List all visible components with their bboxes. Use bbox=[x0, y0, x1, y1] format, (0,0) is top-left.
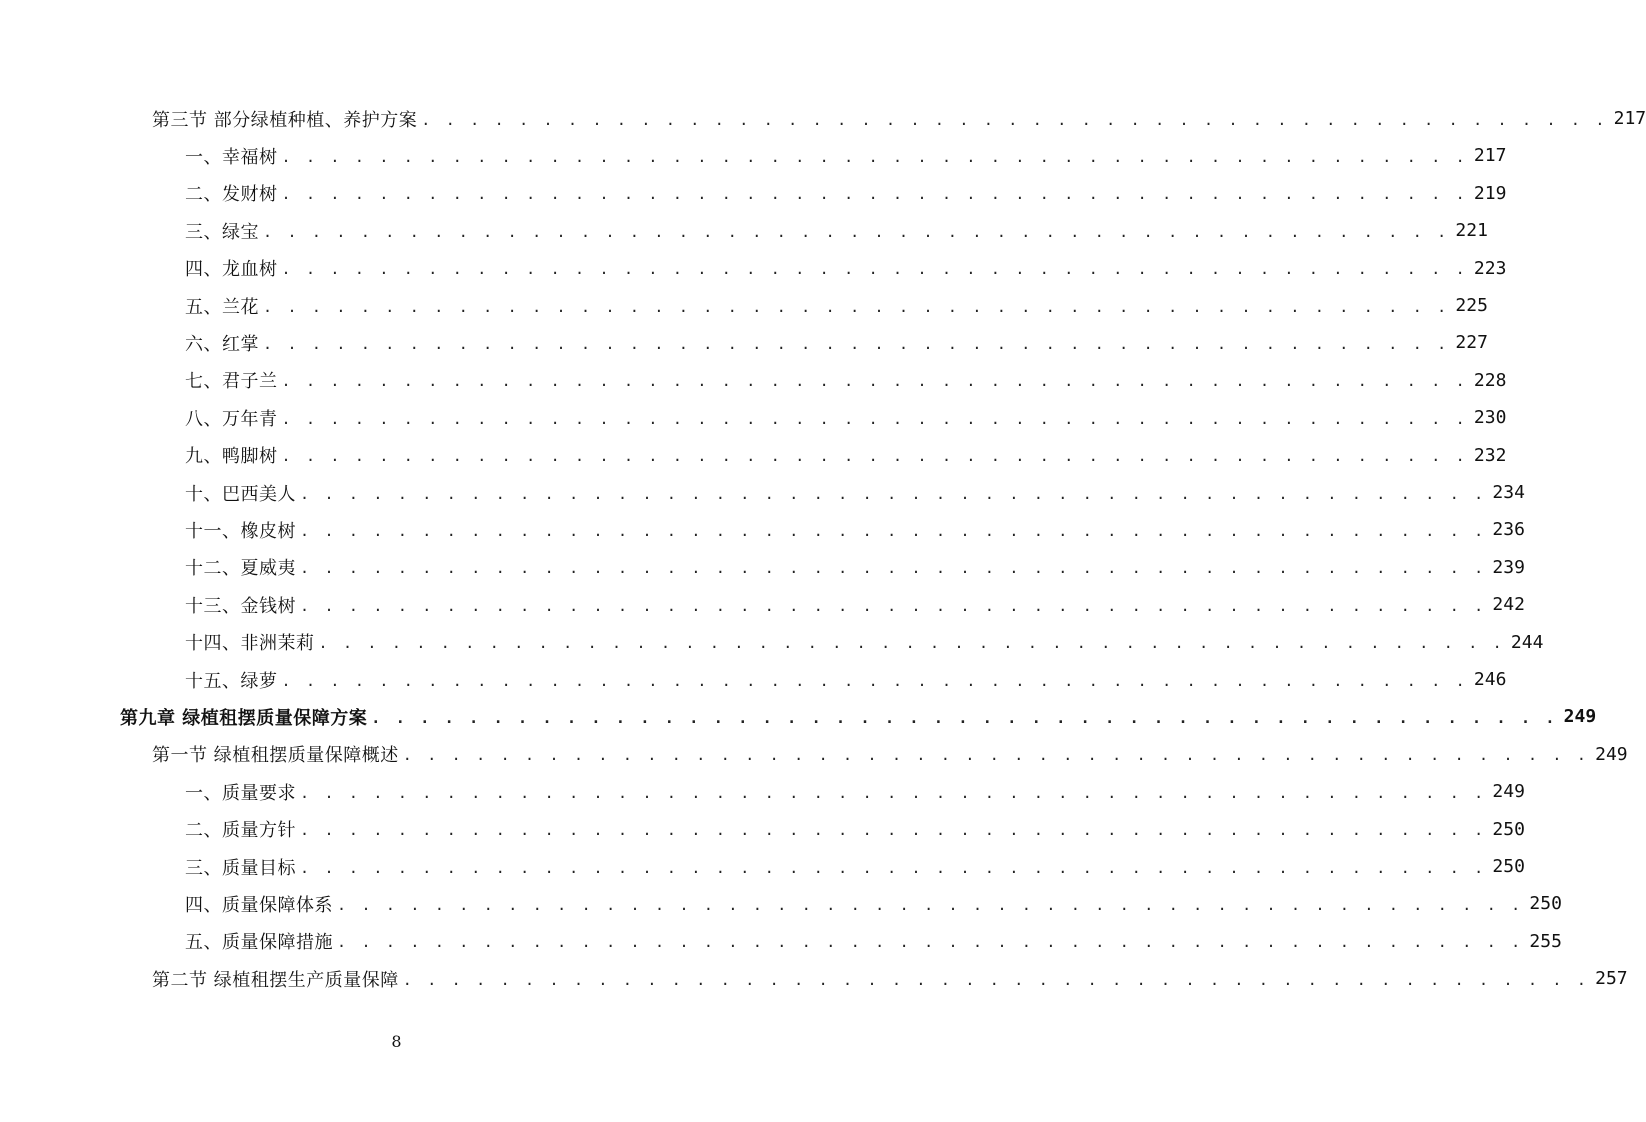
toc-entry bbox=[120, 698, 1597, 735]
toc-entry bbox=[185, 923, 1562, 960]
toc-entry bbox=[152, 100, 1646, 137]
toc-leader-dots: . . . . . . . . . . . . . . . . . . . . . . . . . . . . . . . . . . . . . . . . . . . . . . . . . bbox=[281, 372, 1468, 391]
toc-leader-dots: . . . . . . . . . . . . . . . . . . . . . . . . . . . . . . . . . . . . . . . . . . . . . . . . . bbox=[263, 222, 1450, 241]
toc-leader-dots: . . . . . . . . . . . . . . . . . . . . . . . . . . . . . . . . . . . . . . . . . . . . . . . . . bbox=[300, 821, 1487, 840]
toc-entry-label: 三、绿宝 bbox=[185, 221, 259, 243]
toc-entry-label: 七、君子兰 bbox=[185, 371, 278, 393]
toc-entry-label: 十一、橡皮树 bbox=[185, 520, 296, 542]
toc-entry-label: 十、巴西美人 bbox=[185, 483, 296, 505]
toc-leader-dots: . . . . . . . . . . . . . . . . . . . . . . . . . . . . . . . . . . . . . . . . . . . . . . . . . bbox=[337, 895, 1524, 914]
toc-entry bbox=[185, 811, 1525, 848]
toc-entry bbox=[185, 399, 1507, 436]
toc-entry-page: 242 bbox=[1492, 594, 1525, 616]
toc-entry-page: 217 bbox=[1613, 108, 1646, 129]
toc-entry-page: 228 bbox=[1473, 369, 1507, 391]
toc-entry bbox=[152, 736, 1628, 773]
toc-leader-dots: . . . . . . . . . . . . . . . . . . . . . . . . . . . . . . . . . . . . . . . . . . . . . . . . . bbox=[300, 858, 1487, 877]
toc-entry bbox=[185, 586, 1525, 623]
toc-entry-label: 第三节 部分绿植种植、养护方案 bbox=[152, 109, 418, 131]
toc-leader-dots: . . . . . . . . . . . . . . . . . . . . . . . . . . . . . . . . . . . . . . . . . . . . . . . . . bbox=[402, 746, 1590, 765]
toc-entry-page: 236 bbox=[1492, 519, 1525, 541]
toc-leader-dots: . . . . . . . . . . . . . . . . . . . . . . . . . . . . . . . . . . . . . . . . . . . . . . . . . bbox=[263, 297, 1450, 316]
toc-entry bbox=[185, 661, 1507, 698]
toc-entry-page: 225 bbox=[1455, 295, 1488, 316]
toc-entry-page: 221 bbox=[1455, 220, 1488, 242]
toc-entry-page: 234 bbox=[1492, 482, 1525, 503]
toc-leader-dots: . . . . . . . . . . . . . . . . . . . . . . . . . . . . . . . . . . . . . . . . . . . . . . . . . bbox=[281, 671, 1468, 690]
toc-entry-page: 223 bbox=[1473, 257, 1507, 279]
toc-leader-dots: . . . . . . . . . . . . . . . . . . . . . . . . . . . . . . . . . . . . . . . . . . . . . . . . . bbox=[300, 783, 1487, 802]
toc-entry bbox=[185, 362, 1507, 399]
toc-leader-dots: . . . . . . . . . . . . . . . . . . . . . . . . . . . . . . . . . . . . . . . . . . . . . . . . . bbox=[371, 708, 1558, 727]
toc-entry-label: 一、质量要求 bbox=[185, 782, 296, 804]
toc-entry-page: 244 bbox=[1510, 631, 1544, 653]
page-number: 8 bbox=[391, 1032, 402, 1051]
toc-entry bbox=[185, 175, 1507, 212]
toc-entry-page: 227 bbox=[1455, 332, 1488, 354]
toc-entry-page: 257 bbox=[1595, 968, 1628, 990]
toc-entry-label: 三、质量目标 bbox=[185, 857, 296, 879]
toc-leader-dots: . . . . . . . . . . . . . . . . . . . . . . . . . . . . . . . . . . . . . . . . . . . . . . . . . bbox=[300, 596, 1487, 615]
toc-entry-label: 十二、夏威夷 bbox=[185, 558, 296, 580]
toc-entry-label: 二、质量方针 bbox=[185, 820, 296, 842]
toc-entry bbox=[185, 137, 1507, 174]
toc-entry-label: 八、万年青 bbox=[185, 408, 278, 430]
toc-entry-page: 239 bbox=[1492, 556, 1525, 578]
toc-entry bbox=[185, 511, 1525, 548]
toc-entry-label: 第一节 绿植租摆质量保障概述 bbox=[152, 745, 399, 767]
toc-entry-label: 第二节 绿植租摆生产质量保障 bbox=[152, 969, 399, 991]
toc-entry-label: 十三、金钱树 bbox=[185, 595, 296, 617]
toc-entry-page: 255 bbox=[1529, 930, 1562, 952]
toc-entry bbox=[185, 250, 1507, 287]
toc-entry-page: 249 bbox=[1563, 706, 1597, 728]
toc-entry-label: 九、鸭脚树 bbox=[185, 446, 278, 468]
toc-leader-dots: . . . . . . . . . . . . . . . . . . . . . . . . . . . . . . . . . . . . . . . . . . . . . . . . . bbox=[281, 447, 1468, 466]
toc-entry bbox=[185, 287, 1488, 324]
toc-leader-dots: . . . . . . . . . . . . . . . . . . . . . . . . . . . . . . . . . . . . . . . . . . . . . . . . . bbox=[300, 521, 1487, 540]
toc-leader-dots: . . . . . . . . . . . . . . . . . . . . . . . . . . . . . . . . . . . . . . . . . . . . . . . . . bbox=[281, 185, 1468, 204]
toc-entry bbox=[185, 848, 1525, 885]
toc-entry-label: 四、质量保障体系 bbox=[185, 894, 333, 916]
toc-entry bbox=[185, 474, 1525, 511]
toc-entry-label: 一、幸福树 bbox=[185, 146, 278, 168]
toc-entry-page: 250 bbox=[1492, 856, 1525, 877]
toc-leader-dots: . . . . . . . . . . . . . . . . . . . . . . . . . . . . . . . . . . . . . . . . . . . . . . . . . bbox=[281, 409, 1468, 428]
toc-entry-page: 230 bbox=[1473, 407, 1507, 429]
toc-entry-label: 十五、绿萝 bbox=[185, 670, 278, 692]
toc-leader-dots: . . . . . . . . . . . . . . . . . . . . . . . . . . . . . . . . . . . . . . . . . . . . . . . . . bbox=[337, 933, 1524, 952]
toc-entry-label: 二、发财树 bbox=[185, 184, 278, 206]
toc-leader-dots: . . . . . . . . . . . . . . . . . . . . . . . . . . . . . . . . . . . . . . . . . . . . . . . . . bbox=[300, 484, 1487, 503]
toc-entry bbox=[185, 624, 1544, 661]
toc-leader-dots: . . . . . . . . . . . . . . . . . . . . . . . . . . . . . . . . . . . . . . . . . . . . . . . . . bbox=[318, 634, 1505, 653]
toc-leader-dots: . . . . . . . . . . . . . . . . . . . . . . . . . . . . . . . . . . . . . . . . . . . . . . . . . bbox=[402, 970, 1590, 989]
toc-entry-label: 五、兰花 bbox=[185, 296, 259, 318]
toc-entry-label: 第九章 绿植租摆质量保障方案 bbox=[120, 707, 368, 729]
toc-entry-label: 六、红掌 bbox=[185, 333, 259, 355]
toc-entry bbox=[185, 773, 1525, 810]
toc-entry bbox=[152, 960, 1628, 997]
toc-leader-dots: . . . . . . . . . . . . . . . . . . . . . . . . . . . . . . . . . . . . . . . . . . . . . . . . . bbox=[421, 110, 1608, 129]
toc-entry-page: 217 bbox=[1473, 145, 1507, 167]
toc-leader-dots: . . . . . . . . . . . . . . . . . . . . . . . . . . . . . . . . . . . . . . . . . . . . . . . . . bbox=[281, 147, 1468, 166]
toc-leader-dots: . . . . . . . . . . . . . . . . . . . . . . . . . . . . . . . . . . . . . . . . . . . . . . . . . bbox=[300, 559, 1487, 578]
toc-entry-page: 250 bbox=[1529, 893, 1562, 915]
toc-entry-label: 五、质量保障措施 bbox=[185, 932, 333, 954]
toc-entry-page: 246 bbox=[1473, 669, 1507, 690]
toc-entry bbox=[185, 212, 1488, 249]
toc-entry-page: 249 bbox=[1492, 781, 1525, 803]
toc-entry-label: 十四、非洲茉莉 bbox=[185, 633, 315, 655]
toc-entry bbox=[185, 437, 1507, 474]
toc-entry bbox=[185, 885, 1562, 922]
toc-entry-page: 232 bbox=[1473, 444, 1507, 466]
toc-entry bbox=[185, 324, 1488, 361]
toc-entry-page: 219 bbox=[1473, 182, 1507, 204]
toc-entry-page: 250 bbox=[1492, 818, 1525, 840]
toc-entry-label: 四、龙血树 bbox=[185, 259, 278, 281]
toc-leader-dots: . . . . . . . . . . . . . . . . . . . . . . . . . . . . . . . . . . . . . . . . . . . . . . . . . bbox=[281, 260, 1468, 279]
toc-leader-dots: . . . . . . . . . . . . . . . . . . . . . . . . . . . . . . . . . . . . . . . . . . . . . . . . . bbox=[263, 334, 1450, 353]
toc-entry-page: 249 bbox=[1595, 743, 1628, 765]
toc-entry bbox=[185, 549, 1525, 586]
